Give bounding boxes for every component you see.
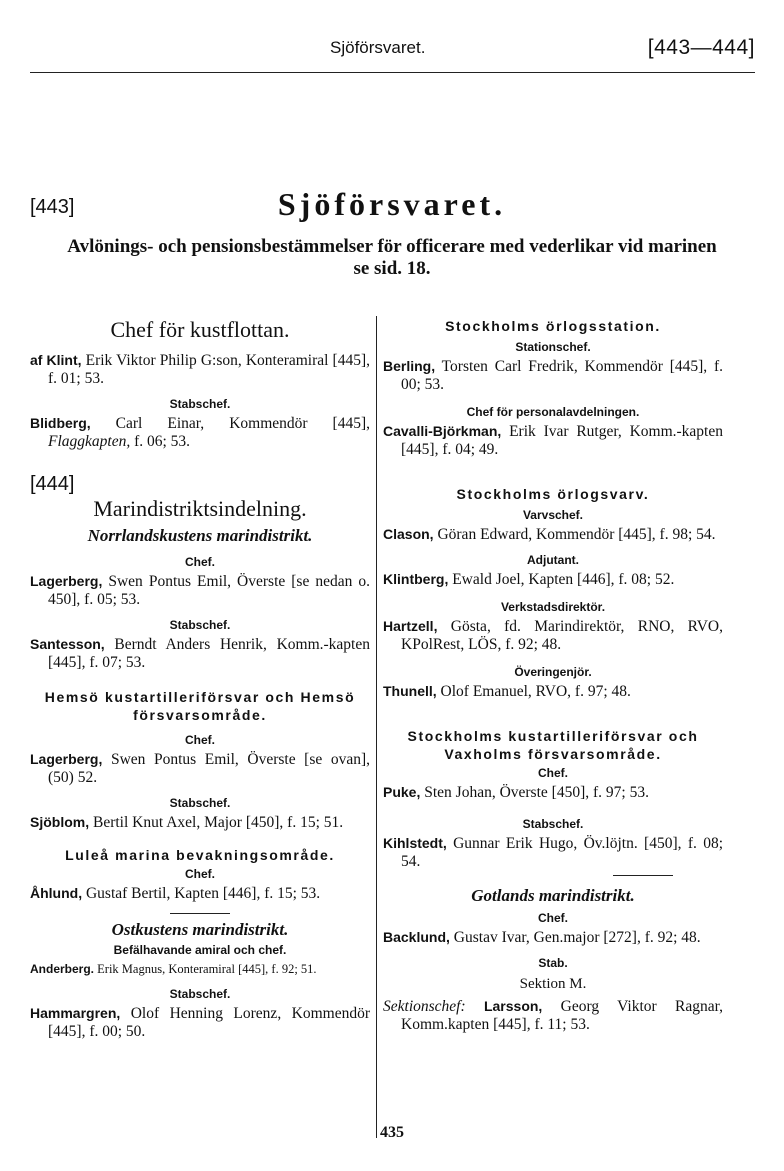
section-divider xyxy=(613,875,673,876)
entry-role: Sektionschef: xyxy=(383,998,466,1015)
entry-name: Anderberg. xyxy=(30,962,95,976)
entry-text-rest: f. 06; 53. xyxy=(130,433,191,450)
entry-text: Swen Pontus Emil, Överste [se nedan o. 450], f. 05; 53. xyxy=(48,573,370,608)
chef-label: Chef. xyxy=(538,911,568,925)
entry-name: Hartzell, xyxy=(383,618,438,634)
entry-clason xyxy=(383,525,723,544)
entry-af-klint xyxy=(30,351,370,388)
entry-klintberg xyxy=(383,570,723,589)
entry-text: Swen Pontus Emil, Överste [se ovan], (50) 52. xyxy=(48,751,370,786)
gotland-heading: Gotlands marindistrikt. xyxy=(471,886,635,905)
entry-name: Clason, xyxy=(383,526,434,542)
entry-lagerberg-2 xyxy=(30,750,370,787)
entry-backlund xyxy=(383,928,723,947)
vaxholm-heading: Stockholms kustartilleriförsvar och Vaxholms försvarsområde. xyxy=(407,728,699,762)
sektion-label: Sektion M. xyxy=(519,976,587,992)
page-number: 435 xyxy=(380,1124,404,1141)
verkstad-label: Verkstadsdirektör. xyxy=(500,600,606,614)
varvschef-label: Varvschef. xyxy=(522,508,584,522)
entry-text: Carl Einar, Kommendör [445], xyxy=(90,415,370,432)
entry-text: Olof Henning Lorenz, Kommendör [445], f. 00; 50. xyxy=(48,1005,370,1040)
entry-hammargren xyxy=(30,1004,370,1041)
entry-name: Backlund, xyxy=(383,929,450,945)
entry-italic: Flaggkapten, xyxy=(48,433,131,450)
befal-label: Befälhavande amiral och chef. xyxy=(113,943,287,957)
page-title: Sjöförsvaret. xyxy=(277,186,507,222)
section-divider xyxy=(170,913,230,914)
sthlm-varv-heading: Stockholms örlogsvarv. xyxy=(456,486,650,502)
entry-text: Ewald Joel, Kapten [446], f. 08; 52. xyxy=(448,571,675,588)
entry-name: Hammargren, xyxy=(30,1005,121,1021)
marindistrikt-heading: Marindistriktsindelning. xyxy=(93,496,307,521)
entry-name: Thunell, xyxy=(383,683,437,699)
entry-text: Erik Ivar Rutger, Komm.-kapten [445], f. 04; 49. xyxy=(401,423,723,458)
lulea-heading: Luleå marina bevakningsområde. xyxy=(65,847,335,863)
adjutant-label: Adjutant. xyxy=(527,553,579,567)
entry-text: Berndt Anders Henrik, Komm.-kapten [445], f. 07; 53. xyxy=(48,636,370,671)
entry-text: Gustav Ivar, Gen.major [272], f. 92; 48. xyxy=(449,929,701,946)
entry-text: Bertil Knut Axel, Major [450], f. 15; 51. xyxy=(89,814,344,831)
left-column xyxy=(30,317,370,1041)
entry-text: Göran Edward, Kommendör [445], f. 98; 54. xyxy=(433,526,716,543)
entry-text: Torsten Carl Fredrik, Kommendör [445], f. 00; 53. xyxy=(401,358,723,393)
norrland-heading: Norrlandskustens marindistrikt. xyxy=(87,526,313,545)
entry-name: Åhlund, xyxy=(30,885,83,901)
entry-lagerberg-1 xyxy=(30,572,370,609)
entry-kihlstedt xyxy=(383,834,723,871)
stabschef-label: Stabschef. xyxy=(169,987,231,1001)
entry-name: Puke, xyxy=(383,784,421,800)
sthlm-station-heading: Stockholms örlogsstation. xyxy=(445,318,661,334)
entry-sjoblom xyxy=(30,813,370,832)
running-head-pages: [443—444] xyxy=(647,36,755,59)
entry-name: Cavalli-Björkman, xyxy=(383,423,502,439)
entry-ahlund xyxy=(30,884,370,903)
ostkust-heading: Ostkustens marindistrikt. xyxy=(111,920,289,939)
entry-name: Sjöblom, xyxy=(30,814,90,830)
entry-text: Gunnar Erik Hugo, Öv.löjtn. [450], f. 08; 54. xyxy=(401,835,723,870)
entry-cavalli-bjorkman xyxy=(383,422,723,459)
entry-text: Erik Magnus, Konteramiral [445], f. 92; 51. xyxy=(94,962,317,976)
chef-label: Chef. xyxy=(185,555,215,569)
entry-text: Georg Viktor Ragnar, Komm.kapten [445], f. 11; 53. xyxy=(401,998,723,1033)
section-444-number: [444] xyxy=(30,473,75,495)
column-divider xyxy=(376,316,377,1138)
entry-name: Blidberg, xyxy=(30,415,91,431)
entry-text: Erik Viktor Philip G:son, Konteramiral [445], f. 01; 53. xyxy=(48,352,370,387)
stabschef-label: Stabschef. xyxy=(522,817,584,831)
entry-name: Santesson, xyxy=(30,636,105,652)
stabschef-label: Stabschef. xyxy=(169,618,231,632)
entry-text: Olof Emanuel, RVO, f. 97; 48. xyxy=(436,683,631,700)
stab-label: Stab. xyxy=(538,956,568,970)
chef-label: Chef. xyxy=(185,867,215,881)
stabschef-label: Stabschef. xyxy=(169,397,231,411)
stationschef-label: Stationschef. xyxy=(515,340,591,354)
entry-text: Gustaf Bertil, Kapten [446], f. 15; 53. xyxy=(82,885,321,902)
chef-label: Chef. xyxy=(185,733,215,747)
intro-note: Avlönings- och pensionsbestämmelser för officerare med vederlikar vid marinen se sid. 18. xyxy=(67,236,717,279)
entry-blidberg xyxy=(30,414,370,451)
running-head-title: Sjöförsvaret. xyxy=(330,38,426,57)
section-443-number: [443] xyxy=(30,196,75,218)
entry-name: Lagerberg, xyxy=(30,573,103,589)
entry-name: Larsson, xyxy=(465,998,543,1014)
entry-santesson xyxy=(30,635,370,672)
stabschef-label: Stabschef. xyxy=(169,796,231,810)
personal-label: Chef för personalavdelningen. xyxy=(466,405,640,419)
entry-name: Klintberg, xyxy=(383,571,449,587)
entry-name: af Klint, xyxy=(30,352,82,368)
entry-hartzell xyxy=(383,617,723,654)
entry-berling xyxy=(383,357,723,394)
entry-name: Berling, xyxy=(383,358,436,374)
entry-name: Kihlstedt, xyxy=(383,835,447,851)
entry-name: Lagerberg, xyxy=(30,751,103,767)
entry-puke xyxy=(383,783,723,802)
right-column xyxy=(383,317,723,1034)
entry-text: Sten Johan, Överste [450], f. 97; 53. xyxy=(420,784,649,801)
hemso-heading: Hemsö kustartilleriförsvar och Hemsö försvarsområde. xyxy=(44,689,356,723)
chef-kustflottan-heading: Chef för kustflottan. xyxy=(110,317,290,342)
entry-larsson xyxy=(383,997,723,1034)
chef-label: Chef. xyxy=(538,766,568,780)
entry-text: Gösta, fd. Marindirektör, RNO, RVO, KPolRest, LÖS, f. 92; 48. xyxy=(401,618,723,653)
entry-anderberg xyxy=(30,960,370,978)
running-head xyxy=(30,36,755,73)
overingenjor-label: Överingenjör. xyxy=(514,665,592,679)
entry-thunell xyxy=(383,682,723,701)
